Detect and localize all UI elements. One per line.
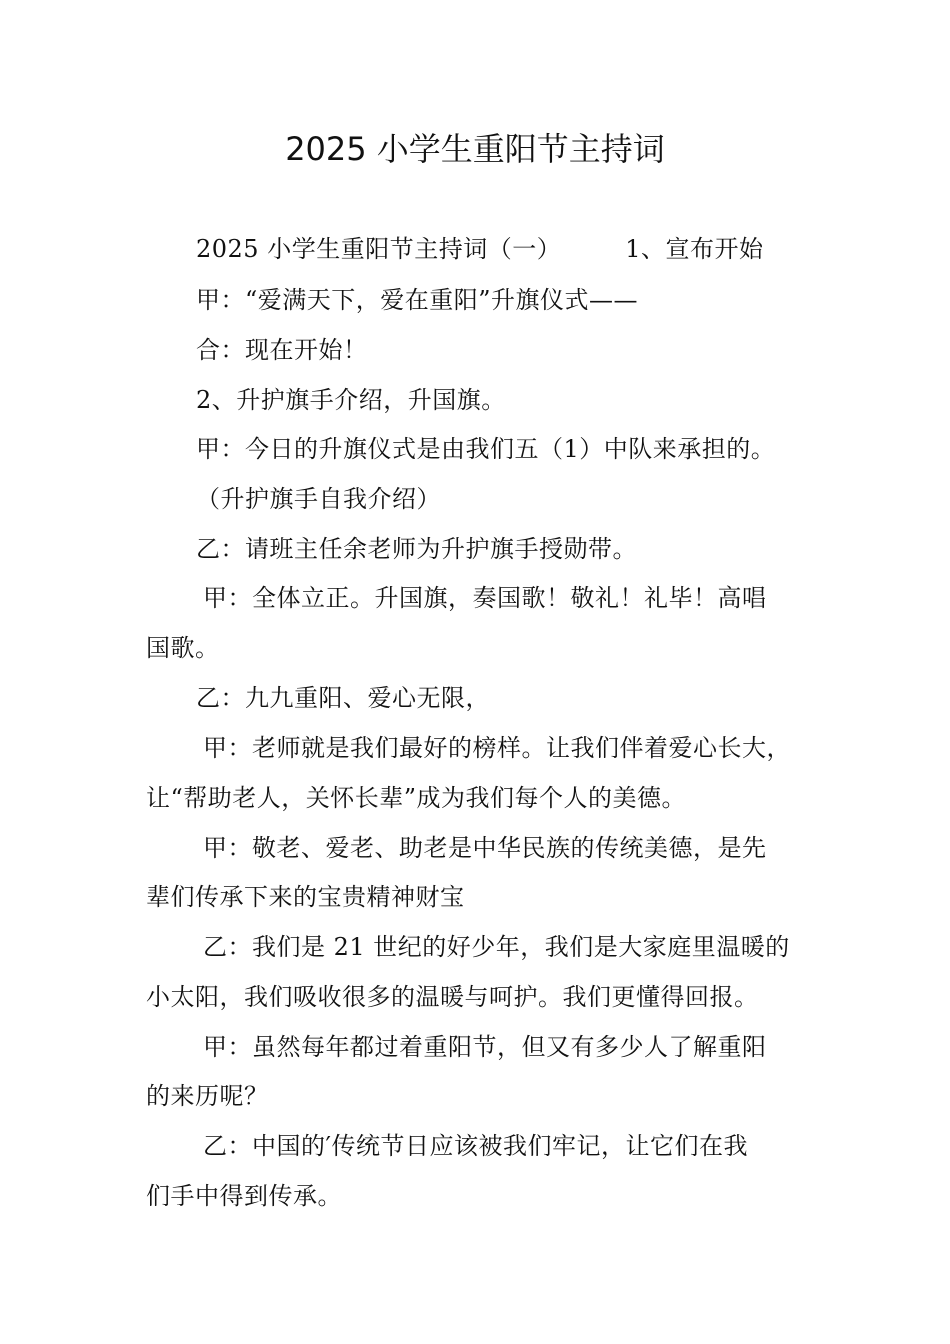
step-label: 1、宣布开始 <box>625 235 764 263</box>
paragraph-line: 甲：敬老、爱老、助老是中华民族的传统美德，是先 <box>203 834 767 862</box>
paragraph-line: 乙：九九重阳、爱心无限， <box>196 684 490 712</box>
paragraph-line <box>196 229 764 269</box>
paragraph-line: 国歌。 <box>146 634 220 662</box>
heading-line: 2025 小学生重阳节主持词（一） <box>196 235 562 263</box>
paragraph-line: 乙：中国的′传统节日应该被我们牢记，让它们在我 <box>203 1132 748 1160</box>
paragraph-line: 甲：虽然每年都过着重阳节，但又有多少人了解重阳 <box>203 1033 767 1061</box>
paragraph-line: 2、升护旗手介绍，升国旗。 <box>196 386 506 414</box>
paragraph-line: 甲：全体立正。升国旗，奏国歌！敬礼！礼毕！高唱 <box>203 584 767 612</box>
paragraph-line: 乙：我们是 21 世纪的好少年，我们是大家庭里温暖的 <box>203 933 790 961</box>
paragraph-line: （升护旗手自我介绍） <box>196 485 441 513</box>
paragraph-line: 甲：老师就是我们最好的榜样。让我们伴着爱心长大， <box>203 734 791 762</box>
paragraph-line: 甲：“爱满天下，爱在重阳”升旗仪式—— <box>196 286 639 314</box>
paragraph-line: 的来历呢？ <box>146 1082 269 1110</box>
paragraph-line: 合：现在开始！ <box>196 336 368 364</box>
paragraph-line: 小太阳，我们吸收很多的温暖与呵护。我们更懂得回报。 <box>146 983 759 1011</box>
paragraph-line: 们手中得到传承。 <box>146 1182 342 1210</box>
paragraph-line: 辈们传承下来的宝贵精神财宝 <box>146 883 465 911</box>
paragraph-line: 让“帮助老人，关怀长辈”成为我们每个人的美德。 <box>146 784 687 812</box>
document-title: 2025 小学生重阳节主持词 <box>285 130 665 168</box>
paragraph-line: 乙：请班主任余老师为升护旗手授勋带。 <box>196 535 637 563</box>
paragraph-line: 甲：今日的升旗仪式是由我们五（1）中队来承担的。 <box>196 435 776 463</box>
